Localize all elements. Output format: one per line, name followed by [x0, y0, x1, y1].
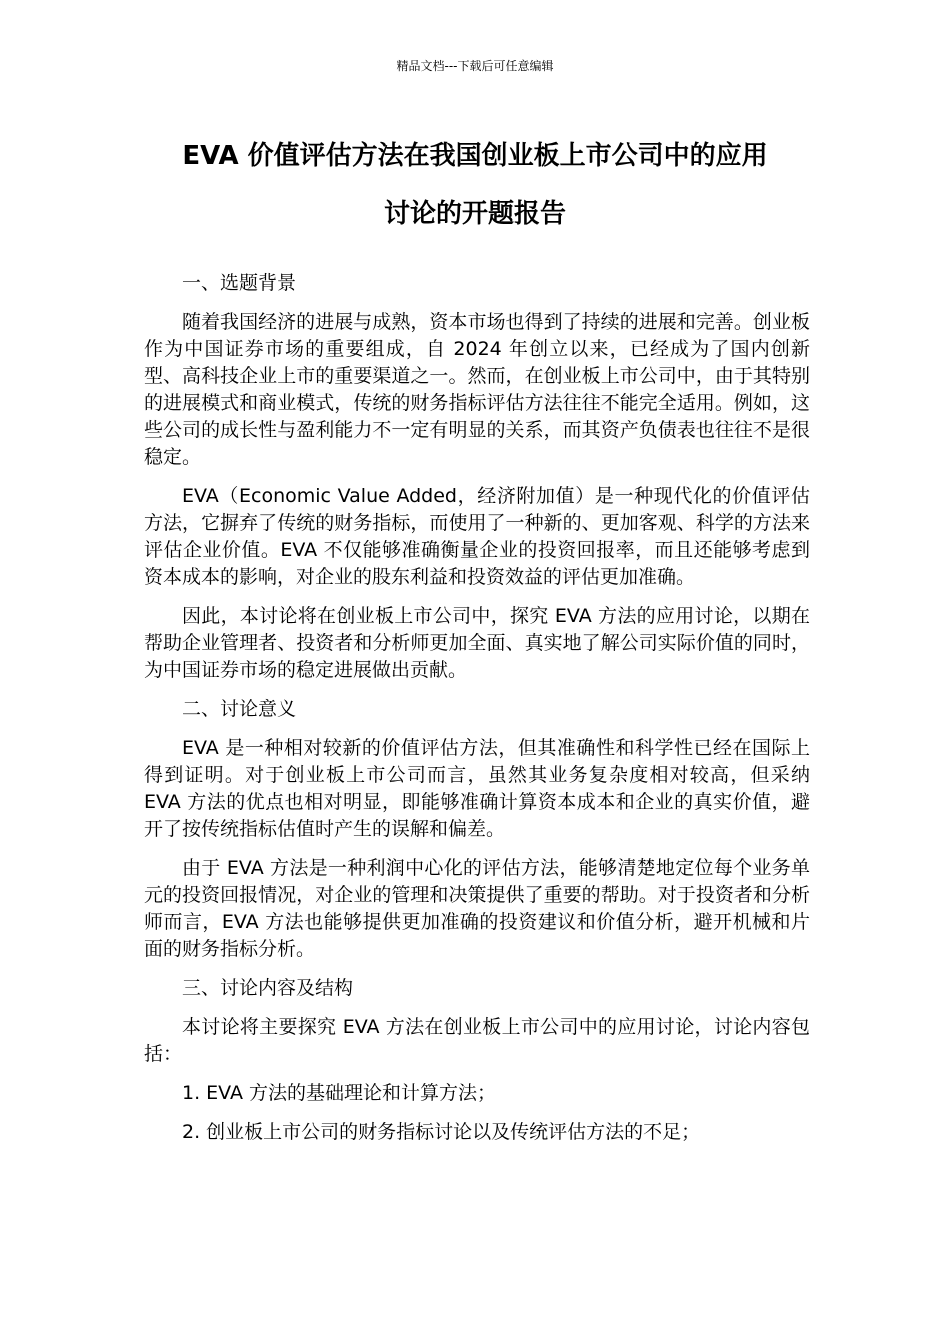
- list-item: 1. EVA 方法的基础理论和计算方法；: [182, 1082, 496, 1104]
- paragraph: 因此，本讨论将在创业板上市公司中，探究 EVA 方法的应用讨论，以期在帮助企业管理者、投资者和分析师更加全面、真实地了解公司实际价值的同时，为中国证券市场的稳定进展做出贡献。: [144, 605, 810, 681]
- section-heading-significance: 二、讨论意义: [182, 698, 297, 720]
- header-note: 精品文档---下载后可任意编辑: [396, 59, 554, 73]
- document-body: [144, 270, 810, 1158]
- paragraph: 随着我国经济的进展与成熟，资本市场也得到了持续的进展和完善。创业板作为中国证券市场的重要组成，自 2024 年创立以来，已经成为了国内创新型、高科技企业上市的重要渠道之一。然而，在创业板上市公司中，由于其特别的进展模式和商业模式，传统的财务指标评估方法往往不能完全适用。例如，这些公司的成长性与盈利能力不一定有明显的关系，而其资产负债表也往往不是很稳定。: [144, 311, 810, 468]
- paragraph: EVA（Economic Value Added，经济附加值）是一种现代化的价值评估方法，它摒弃了传统的财务指标，而使用了一种新的、更加客观、科学的方法来评估企业价值。EVA 不仅能够准确衡量企业的投资回报率，而且还能够考虑到资本成本的影响，对企业的股东利益和投资效益的评估更加准确。: [144, 485, 810, 588]
- paragraph: 由于 EVA 方法是一种利润中心化的评估方法，能够清楚地定位每个业务单元的投资回报情况，对企业的管理和决策提供了重要的帮助。对于投资者和分析师而言，EVA 方法也能够提供更加准确的投资建议和价值分析，避开机械和片面的财务指标分析。: [144, 857, 810, 960]
- title-line-1: EVA 价值评估方法在我国创业板上市公司中的应用: [182, 141, 768, 171]
- section-heading-background: 一、选题背景: [182, 272, 297, 294]
- title-line-2: 讨论的开题报告: [383, 199, 566, 229]
- paragraph: EVA 是一种相对较新的价值评估方法，但其准确性和科学性已经在国际上得到证明。对于创业板上市公司而言，虽然其业务复杂度相对较高，但采纳 EVA 方法的优点也相对明显，即能够准确计算资本成本和企业的真实价值，避开了按传统指标估值时产生的误解和偏差。: [144, 737, 810, 840]
- list-item: 2. 创业板上市公司的财务指标讨论以及传统评估方法的不足；: [182, 1121, 701, 1143]
- paragraph: 本讨论将主要探究 EVA 方法在创业板上市公司中的应用讨论，讨论内容包括：: [144, 1016, 810, 1065]
- section-heading-content: 三、讨论内容及结构: [182, 977, 354, 999]
